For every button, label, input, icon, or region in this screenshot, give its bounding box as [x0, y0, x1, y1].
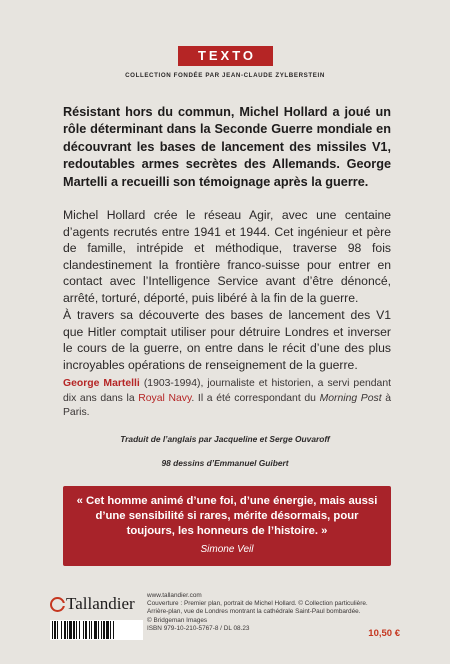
quote-author: Simone Veil [200, 544, 254, 555]
author-bio: George Martelli (1903-1994), journaliste et historien, a servi pendant dix ans dans la Royal Navy. Il a été correspondant du Morning Post à Paris. [63, 378, 392, 419]
collection-badge: TEXTO [178, 46, 273, 66]
price: 10,50 € [368, 628, 400, 639]
quote-box [63, 486, 391, 566]
drawings-credit: 98 dessins d’Emmanuel Guibert [161, 458, 289, 468]
quote-text: « Cet homme animé d’une foi, d’une énergie, mais aussi d’une sensibilité si rares, mérite désormais, pour toujours, les honneurs de l’histoire. » [76, 495, 378, 537]
lead-paragraph: Résistant hors du commun, Michel Hollard a joué un rôle déterminant dans la Seconde Guerre mondiale en découvrant les bases de lancement des missiles V1, redoutables armes secrètes des Allemands. George Martelli a recueilli son témoignage après la guerre. [63, 105, 391, 189]
barcode [50, 620, 143, 640]
cover-credit-1: Couverture : Premier plan, portrait de Michel Hollard. © Collection particulière. [147, 600, 368, 608]
website: www.tallandier.com [147, 592, 202, 599]
publisher-logo [50, 592, 135, 616]
isbn: ISBN 979-10-210-5767-8 / DL 08.23 [147, 624, 250, 632]
logo-c-icon [50, 597, 65, 612]
collection-line: COLLECTION FONDÉE PAR JEAN-CLAUDE ZYLBERSTEIN [125, 72, 325, 79]
newspaper-name: Morning Post [319, 392, 382, 404]
royal-navy: Royal Navy [138, 392, 192, 404]
author-name: George Martelli [63, 378, 140, 389]
fineprint [147, 592, 397, 633]
publisher-name: Tallandier [66, 594, 135, 613]
cover-credit-3: © Bridgeman Images [147, 616, 208, 624]
translation-credit: Traduit de l’anglais par Jacqueline et Serge Ouvaroff [120, 434, 330, 444]
cover-credit-2: Arrière-plan, vue de Londres montrant la cathédrale Saint-Paul bombardée. [147, 608, 361, 616]
body-paragraph-2: À travers sa découverte des bases de lancement des V1 que Hitler comptait utiliser pour détruire Londres et inverser le cours de la guerre, on entre dans le récit d’une des plus incroyables opérations de renseignement de la guerre. [63, 308, 391, 372]
body-paragraph-1: Michel Hollard crée le réseau Agir, avec une centaine d’agents recrutés entre 1941 et 1944. Cet ingénieur et père de famille, intrépide et méthodique, traverse 98 fois clandestinement la frontière franco-suisse pour entrer en contact avec l’Intelligence Service avant d’être dénoncé, arrêté, torturé, déporté, puis libéré à la fin de la guerre. [63, 208, 391, 305]
